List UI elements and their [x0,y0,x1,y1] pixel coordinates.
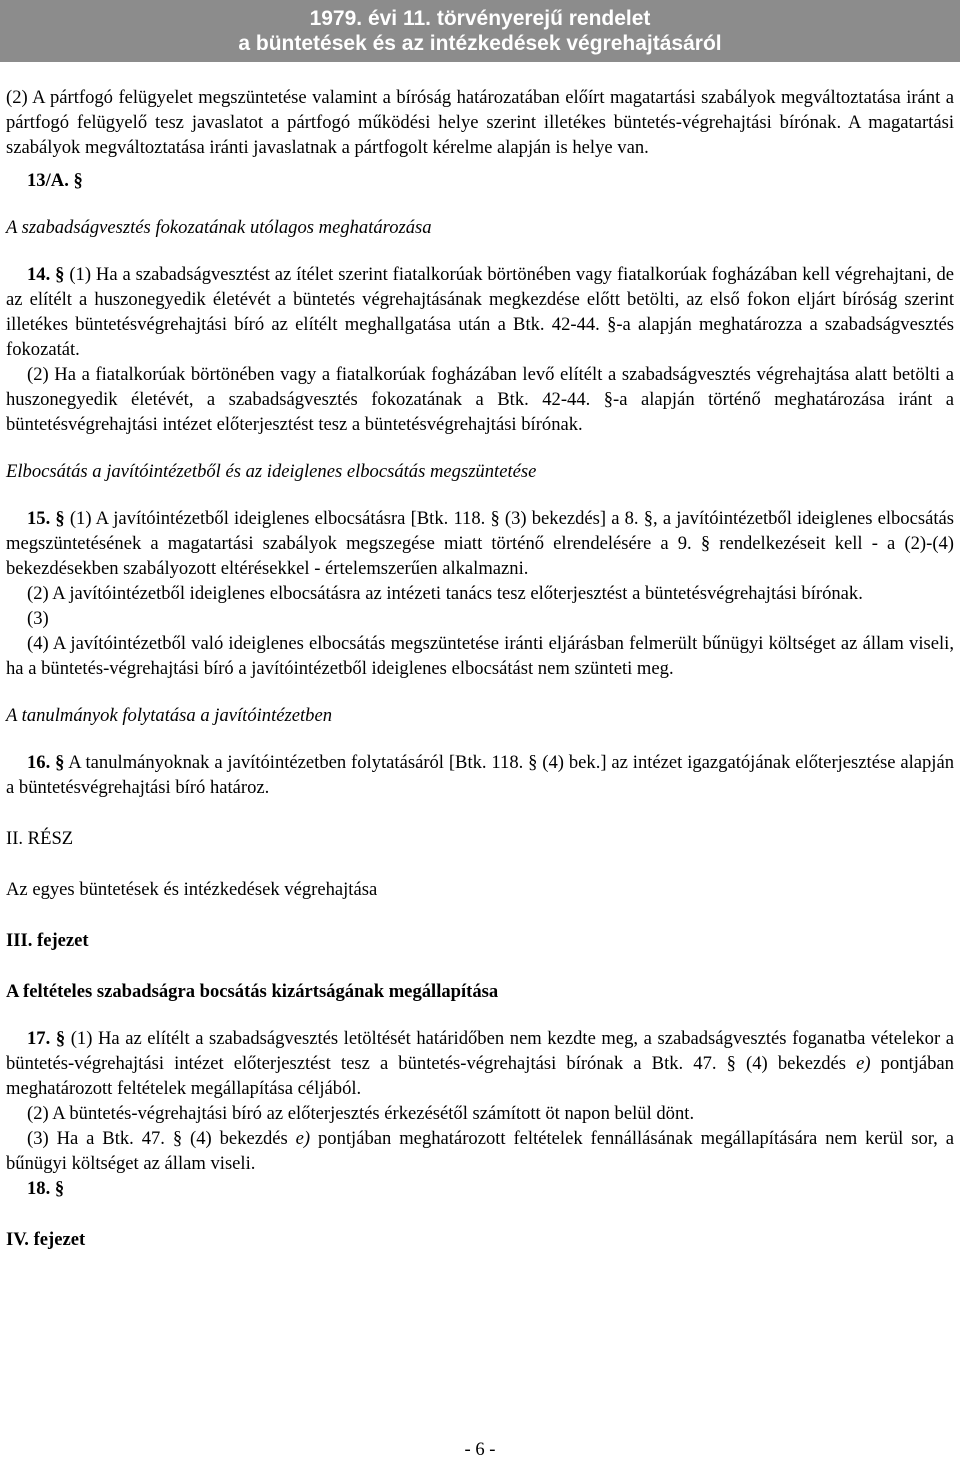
heading-elbocsatas: Elbocsátás a javítóintézetből és az ideiglenes elbocsátás megszüntetése [6,461,537,482]
section-18-number: 18. § [27,1178,65,1199]
section-17-number: 17. § [27,1028,66,1049]
section-16-para-1: 16. § A tanulmányoknak a javítóintézetben folytatásáról [Btk. 118. § (4) bek.] az intézet igazgatójának előterjesztése alapján a büntetésvégrehajtási bíró határoz. [6,752,954,798]
section-15-para-2: (2) A javítóintézetből ideiglenes elbocsátásra az intézeti tanács tesz előterjesztést a büntetésvégrehajtási bírónak. [27,583,863,604]
section-15-para-3: (3) [27,608,49,629]
part-label: II. RÉSZ [6,828,74,849]
section-17-para-3: (3) Ha a Btk. 47. § (4) bekezdés e) pontjában meghatározott feltételek fennállásának megállapítására nem kerül sor, a bűnügyi költséget az állam viseli. [6,1128,954,1174]
section-14-number: 14. § [27,264,65,285]
chapter-3-title: A feltételes szabadságra bocsátás kizártságának megállapítása [6,981,499,1002]
heading-fokozat: A szabadságvesztés fokozatának utólagos meghatározása [6,217,432,238]
document-body [6,85,954,1252]
section-15-number: 15. § [27,508,65,529]
paragraph-pfelugyelet: (2) A pártfogó felügyelet megszüntetése valamint a bíróság határozatában előírt magatartási szabályok megváltoztatása iránt a pártfogó felügyelő tesz javaslatot a pártfogó működési helye szerint illetékes büntetés-végrehajtási bírónak. A magatartási szabályok megváltoztatása iránti javaslatnak a pártfogolt kérelme alapján is helye van. [6,87,954,158]
section-15-para-1: 15. § (1) A javítóintézetből ideiglenes elbocsátásra [Btk. 118. § (3) bekezdés] a 8. §, a javítóintézetből ideiglenes elbocsátás megszüntetésének a magatartási szabályok megszegése miatt történő elrendelésére a 9. § rendelkezéseit kell - a (2)-(4) bekezdésekben szabályozott eltérésekkel - értelemszerűen alkalmazni. [6,508,955,579]
heading-tanulmanyok: A tanulmányok folytatása a javítóintézetben [6,705,333,726]
part-title: Az egyes büntetések és intézkedések végrehajtása [6,879,378,900]
section-14-para-1: 14. § (1) Ha a szabadságvesztést az ítélet szerint fiatalkorúak börtönében vagy fiatalkorúak fogházában kell végrehajtani, de az elítélt a huszonegyedik életévét a büntetés végrehajtásának megkezdése előtt betölti, az első fokon eljárt bíróság szerint illetékes büntetésvégrehajtási bíró az elítélt meghallgatása után a Btk. 42-44. §-a alapján meghatározza a szabadságvesztés fokozatát. [6,264,955,360]
chapter-3-label: III. fejezet [6,930,89,951]
section-15-para-4: (4) A javítóintézetből való ideiglenes elbocsátás megszüntetése iránti eljárásban felmerült bűnügyi költséget az állam viseli, ha a büntetés-végrehajtási bíró a javítóintézetből ideiglenes elbocsátást nem szünteti meg. [6,633,954,679]
page-number: - 6 - [464,1439,496,1460]
header-title-line1: 1979. évi 11. törvényerejű rendelet [309,7,651,30]
section-13a-number: 13/A. § [27,170,83,191]
section-17-para-2: (2) A büntetés-végrehajtási bíró az előterjesztés érkezésétől számított öt napon belül dönt. [27,1103,695,1124]
header-title-line2: a büntetések és az intézkedések végrehajtásáról [238,32,722,55]
section-14-para-2: (2) Ha a fiatalkorúak börtönében vagy a fiatalkorúak fogházában levő elítélt a szabadságvesztés végrehajtása alatt betölti a huszonegyedik életévét, a szabadságvesztés fokozatának a Btk. 42-44. §-a alapján történő meghatározása iránt a büntetésvégrehajtási intézet előterjesztést tesz a büntetésvégrehajtási bírónak. [6,364,954,435]
chapter-4-label: IV. fejezet [6,1229,86,1250]
section-16-number: 16. § [27,752,65,773]
document-header [0,0,960,62]
section-17-para-1: 17. § (1) Ha az elítélt a szabadságvesztés letöltését határidőben nem kezdte meg, a szabadságvesztés foganatba vételekor a büntetés-végrehajtási intézet előterjesztést tesz a büntetés-végrehajtási bírónak a Btk. 47. § (4) bekezdés e) pontjában meghatározott feltételek megállapítása céljából. [6,1028,954,1099]
